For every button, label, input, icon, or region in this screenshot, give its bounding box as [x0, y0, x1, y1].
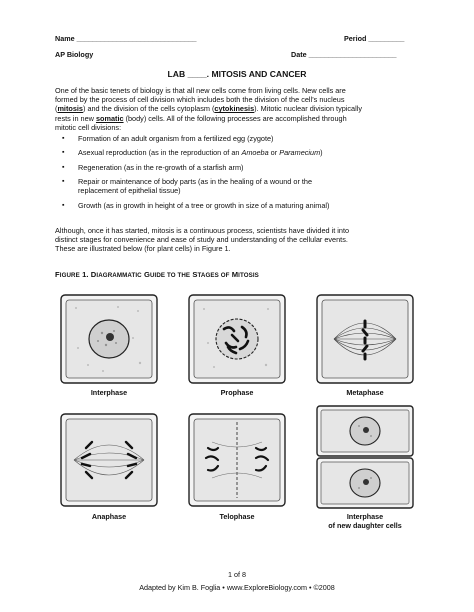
prophase-cell-drawing [186, 293, 288, 386]
period-field-label: Period _________ [344, 34, 405, 43]
intro-line: (mitosis) and the division of the cells cytoplasm (cytokinesis). Mitotic nuclear division typically [55, 104, 363, 114]
name-field-label: Name ______________________________ [55, 34, 197, 43]
closing-line: Although, once it has started, mitosis is a continuous process, scientists have divided it into [55, 226, 350, 235]
stage-label-anaphase: Anaphase [91, 512, 127, 521]
stage-label-daughter-cells: of new daughter cells [328, 521, 402, 530]
page-number: 1 of 8 [228, 570, 246, 579]
page-title: LAB ____. MITOSIS AND CANCER [167, 69, 307, 79]
date-field-label: Date ______________________ [291, 50, 397, 59]
intro-line: One of the basic tenets of biology is that all new cells come from living cells. New cells are [55, 86, 346, 95]
term-somatic: somatic [95, 113, 124, 123]
stage-label-metaphase: Metaphase [346, 388, 384, 397]
closing-paragraph [55, 226, 420, 254]
list-item: ▪ Asexual reproduction (as in the reproduction of an Amoeba or Paramecium) [62, 148, 422, 157]
term-mitosis: mitosis [57, 104, 83, 114]
telophase-cell-drawing [186, 412, 288, 510]
footer-credit: Adapted by Kim B. Foglia • www.ExploreBiology.com • ©2008 [139, 583, 335, 592]
closing-line: These are illustrated below (for plant cells) in Figure 1. [55, 244, 231, 254]
stage-label-telophase: Telophase [219, 512, 255, 521]
list-item: ▪ Formation of an adult organism from a fertilized egg (zygote) [62, 134, 422, 143]
course-label: AP Biology [55, 50, 94, 59]
closing-line: distinct stages for convenience and ease of study and understanding of the cellular events. [55, 235, 348, 245]
stage-label-interphase: Interphase [90, 388, 128, 397]
figure-title: FIGURE 1. DIAGRAMMATIC GUIDE TO THE STAGES OF MITOSIS [55, 270, 259, 279]
mitosis-process-list [62, 134, 422, 215]
intro-line: mitotic cell divisions: [55, 122, 122, 132]
list-item: ▪ Repair or maintenance of body parts (as in the healing of a wound or the replacement of epithelial tissue) [62, 177, 422, 195]
interphase-cell-drawing [58, 293, 160, 386]
intro-line: rests in new somatic (body) cells. All of the following processes are accomplished through [55, 113, 347, 123]
intro-line: formed by the process of cell division which includes both the division of the cell’s nucleus [55, 95, 345, 105]
daughter-cells-drawing [314, 404, 416, 510]
list-item: ▪ Growth (as in growth in height of a tree or growth in size of a maturing animal) [62, 201, 422, 210]
list-item: ▪ Regeneration (as in the re-growth of a starfish arm) [62, 163, 422, 172]
anaphase-cell-drawing [58, 412, 160, 510]
stage-label-prophase: Prophase [220, 388, 254, 397]
intro-paragraph [55, 86, 420, 132]
metaphase-cell-drawing [314, 293, 416, 386]
term-cytokinesis: cytokinesis [214, 104, 255, 114]
stage-label-daughter-interphase: Interphase [346, 512, 384, 521]
